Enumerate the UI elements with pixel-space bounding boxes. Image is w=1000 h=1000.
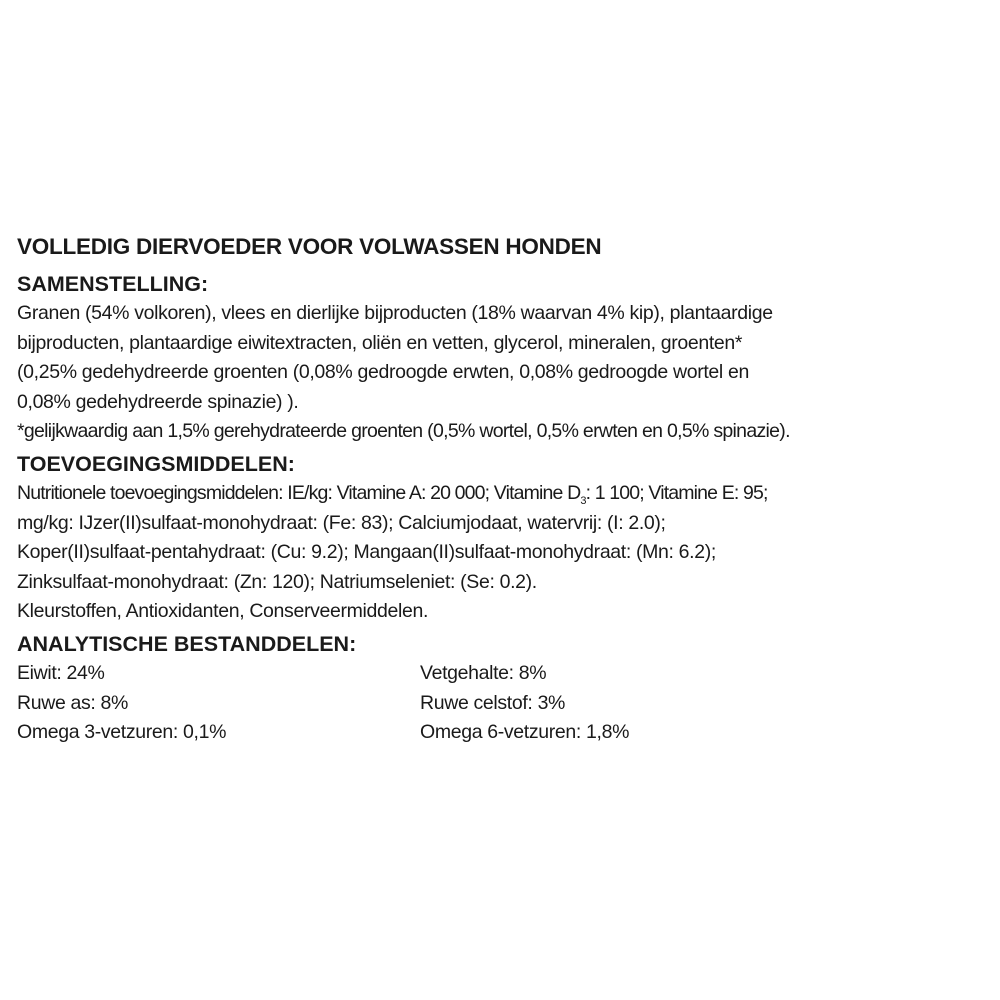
composition-line: (0,25% gedehydreerde groenten (0,08% gedroogde erwten, 0,08% gedroogde wortel en [17, 361, 749, 384]
analysis-value: Omega 3-vetzuren: 0,1% [17, 721, 227, 744]
additives-line: Kleurstoffen, Antioxidanten, Conserveermiddelen. [17, 600, 429, 623]
additives-line-part: Nutritionele toevoegingsmiddelen: IE/kg: Vitamine A: 20 000; Vitamine D [17, 481, 581, 504]
analysis-value: Vetgehalte: 8% [420, 661, 547, 684]
analysis-value: Ruwe as: 8% [17, 691, 129, 714]
analysis-row [17, 689, 992, 719]
ingredients-label [17, 232, 992, 748]
analysis-value: Eiwit: 24% [17, 661, 105, 684]
composition-line: 0,08% gedehydreerde spinazie) ). [17, 390, 299, 413]
additives-line: Zinksulfaat-monohydraat: (Zn: 120); Natriumseleniet: (Se: 0.2). [17, 570, 537, 593]
additives-line: Koper(II)sulfaat-pentahydraat: (Cu: 9.2); Mangaan(II)sulfaat-monohydraat: (Mn: 6.2); [17, 541, 716, 564]
additives-line [17, 479, 992, 509]
analysis-row [17, 718, 992, 748]
additives-text [17, 479, 992, 627]
analysis-heading: ANALYTISCHE BESTANDDELEN: [17, 631, 357, 656]
composition-line: Granen (54% volkoren), vlees en dierlijke bijproducten (18% waarvan 4% kip), plantaardige [17, 302, 773, 324]
additives-heading: TOEVOEGINGSMIDDELEN: [17, 451, 295, 476]
analysis-value: Omega 6-vetzuren: 1,8% [420, 721, 630, 744]
composition-text [17, 299, 992, 447]
analysis-value: Ruwe celstof: 3% [420, 691, 566, 714]
additives-line: mg/kg: IJzer(II)sulfaat-monohydraat: (Fe: 83); Calciumjodaat, watervrij: (I: 2.0); [17, 511, 666, 534]
composition-footnote: *gelijkwaardig aan 1,5% gerehydrateerde groenten (0,5% wortel, 0,5% erwten en 0,5% spinazie). [17, 420, 790, 443]
analysis-row [17, 659, 992, 689]
additives-line-part: : 1 100; Vitamine E: 95; [585, 481, 768, 504]
product-type-title: VOLLEDIG DIERVOEDER VOOR VOLWASSEN HONDEN [17, 234, 602, 259]
subscript-3: 3 [580, 494, 586, 507]
analysis-table [17, 659, 992, 748]
composition-line: bijproducten, plantaardige eiwitextracten, oliën en vetten, glycerol, mineralen, groenten* [17, 331, 743, 354]
composition-heading: SAMENSTELLING: [17, 272, 209, 296]
